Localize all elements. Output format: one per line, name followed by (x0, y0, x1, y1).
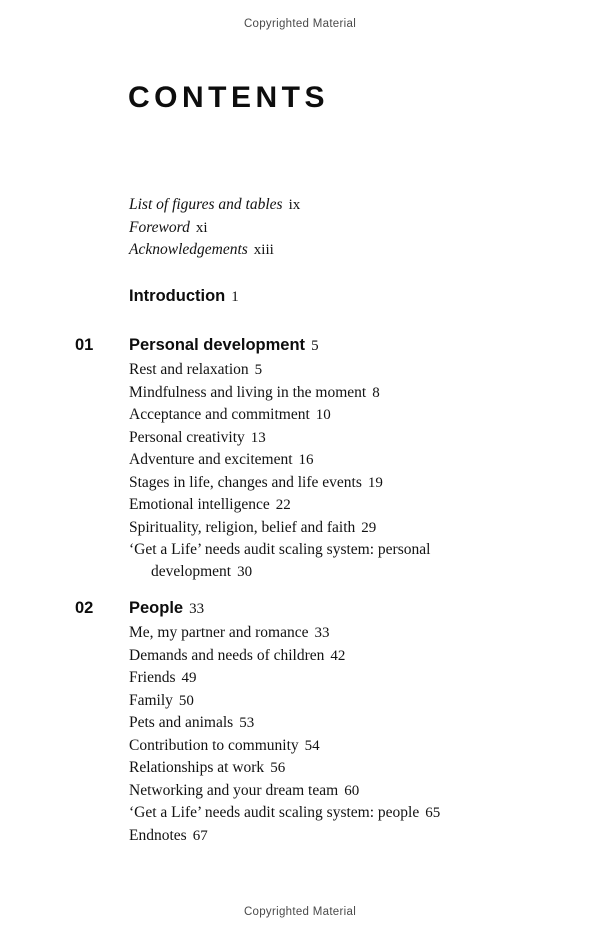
introduction-title: Introduction (129, 287, 226, 305)
toc-entry (129, 539, 491, 583)
introduction-entry (129, 285, 239, 308)
chapter-heading (75, 597, 491, 620)
entry-title: Spirituality, religion, belief and faith (129, 518, 356, 536)
entry-page-number: 13 (250, 429, 266, 446)
entry-page-number: ix (288, 197, 301, 213)
entry-title: ‘Get a Life’ needs audit scaling system: people (129, 804, 420, 821)
entry-page-number: 10 (315, 407, 331, 423)
toc-entry (129, 757, 491, 780)
page-title: CONTENTS (128, 81, 329, 114)
entry-title: Pets and animals (129, 714, 234, 731)
introduction-page-number: 1 (231, 289, 239, 305)
toc-entry (129, 517, 491, 540)
entry-title: Adventure and excitement (129, 451, 293, 468)
toc-entry (129, 645, 491, 668)
toc-entry (129, 802, 491, 825)
entry-page-number: 65 (425, 805, 441, 821)
toc-entry (129, 690, 491, 713)
chapter-heading (75, 334, 491, 357)
toc-entry (129, 735, 491, 758)
toc-entry (129, 825, 491, 848)
chapter-page-number: 5 (311, 338, 319, 354)
entry-page-number: 53 (239, 715, 255, 731)
chapter-title: People (129, 599, 184, 617)
toc-entry (129, 427, 491, 450)
copyright-notice-bottom: Copyrighted Material (243, 906, 357, 918)
chapter-number: 02 (75, 599, 94, 617)
entry-title: Friends (129, 669, 176, 686)
toc-entry (129, 712, 491, 735)
entry-title: Mindfulness and living in the moment (129, 383, 367, 401)
entry-title: Rest and relaxation (129, 361, 249, 378)
entry-title: Acceptance and commitment (129, 406, 310, 423)
chapter-page-number: 33 (189, 601, 205, 617)
front-matter-list (129, 194, 300, 262)
entry-page-number: 60 (344, 782, 360, 799)
toc-entry (129, 494, 491, 517)
entry-page-number: 42 (330, 647, 346, 664)
entry-title: Demands and needs of children (129, 646, 325, 664)
toc-entry (129, 359, 491, 382)
toc-entry (129, 472, 491, 495)
front-matter-entry (129, 239, 300, 262)
toc-entry (129, 382, 491, 405)
entry-page-number: 5 (254, 362, 263, 378)
front-matter-entry (129, 217, 300, 240)
toc-entry (129, 449, 491, 472)
entry-page-number: 30 (237, 563, 253, 580)
entry-page-number: 19 (367, 474, 383, 491)
entry-page-number: 54 (304, 737, 320, 754)
front-matter-entry (129, 194, 300, 217)
chapter-heading-text (129, 334, 319, 357)
entry-page-number: xiii (253, 242, 274, 258)
entry-page-number: 50 (178, 692, 194, 709)
entry-page-number: 49 (181, 670, 197, 686)
entry-title: Endnotes (129, 826, 187, 844)
entry-title: Relationships at work (129, 759, 265, 776)
entry-title: List of figures and tables (129, 196, 283, 213)
copyright-notice-top: Copyrighted Material (243, 18, 357, 30)
chapter-section-02 (75, 597, 491, 847)
entry-page-number: 16 (298, 452, 314, 468)
chapter-section-01 (75, 334, 491, 583)
toc-entry (129, 667, 491, 690)
chapter-title: Personal development (129, 336, 306, 354)
entry-page-number: 29 (361, 519, 377, 536)
entry-page-number: 33 (314, 625, 330, 641)
entry-title: Foreword (129, 218, 190, 236)
chapter-entries-list (129, 622, 491, 847)
entry-page-number: 22 (275, 497, 291, 513)
toc-entry (129, 404, 491, 427)
chapter-heading-text (129, 597, 204, 620)
entry-title: Networking and your dream team (129, 781, 339, 799)
entry-title: Stages in life, changes and life events (129, 473, 362, 491)
entry-title: Me, my partner and romance (129, 624, 309, 641)
toc-entry (129, 622, 491, 645)
entry-title: Acknowledgements (129, 241, 248, 258)
entry-page-number: 56 (270, 760, 286, 776)
entry-page-number: xi (195, 219, 208, 236)
entry-title: Personal creativity (129, 428, 245, 446)
toc-entry (129, 780, 491, 803)
entry-page-number: 8 (372, 384, 380, 401)
entry-title: ‘Get a Life’ needs audit scaling system: personal development (129, 541, 431, 580)
entry-title: Family (129, 691, 173, 709)
chapter-entries-list (129, 359, 491, 583)
entry-title: Emotional intelligence (129, 496, 270, 513)
entry-title: Contribution to community (129, 736, 299, 754)
chapter-number: 01 (75, 336, 94, 354)
entry-page-number: 67 (192, 827, 208, 844)
